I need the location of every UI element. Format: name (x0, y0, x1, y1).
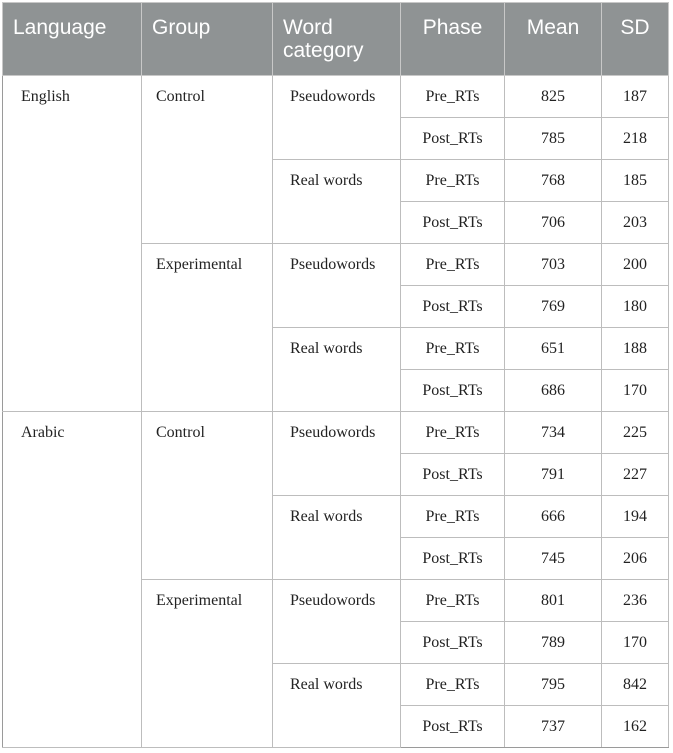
mean-cell: 769 (505, 286, 602, 328)
sd-cell: 225 (602, 412, 669, 454)
group-cell: Control (142, 76, 273, 244)
phase-cell: Post_RTs (401, 622, 505, 664)
mean-cell: 768 (505, 160, 602, 202)
sd-cell: 170 (602, 370, 669, 412)
header-mean: Mean (505, 3, 602, 76)
table-body (3, 76, 669, 748)
table-row (3, 76, 669, 118)
sd-cell: 180 (602, 286, 669, 328)
group-cell: Experimental (142, 580, 273, 748)
word-category-cell: Real words (273, 328, 401, 412)
language-cell: Arabic (3, 412, 142, 748)
sd-cell: 227 (602, 454, 669, 496)
sd-cell: 194 (602, 496, 669, 538)
sd-cell: 200 (602, 244, 669, 286)
phase-cell: Pre_RTs (401, 580, 505, 622)
mean-cell: 651 (505, 328, 602, 370)
mean-cell: 791 (505, 454, 602, 496)
table-row (3, 412, 669, 454)
phase-cell: Pre_RTs (401, 328, 505, 370)
mean-cell: 703 (505, 244, 602, 286)
mean-cell: 795 (505, 664, 602, 706)
word-category-cell: Pseudowords (273, 76, 401, 160)
phase-cell: Pre_RTs (401, 160, 505, 202)
header-word-category: Word category (273, 3, 401, 76)
sd-cell: 187 (602, 76, 669, 118)
phase-cell: Pre_RTs (401, 76, 505, 118)
word-category-cell: Real words (273, 496, 401, 580)
table-header (3, 3, 669, 76)
sd-cell: 842 (602, 664, 669, 706)
mean-cell: 686 (505, 370, 602, 412)
phase-cell: Post_RTs (401, 202, 505, 244)
word-category-cell: Real words (273, 664, 401, 748)
mean-cell: 785 (505, 118, 602, 160)
header-phase: Phase (401, 3, 505, 76)
phase-cell: Post_RTs (401, 538, 505, 580)
phase-cell: Pre_RTs (401, 664, 505, 706)
sd-cell: 236 (602, 580, 669, 622)
phase-cell: Pre_RTs (401, 244, 505, 286)
word-category-cell: Pseudowords (273, 244, 401, 328)
phase-cell: Post_RTs (401, 370, 505, 412)
phase-cell: Post_RTs (401, 454, 505, 496)
phase-cell: Pre_RTs (401, 412, 505, 454)
group-cell: Experimental (142, 244, 273, 412)
sd-cell: 170 (602, 622, 669, 664)
mean-cell: 734 (505, 412, 602, 454)
mean-cell: 801 (505, 580, 602, 622)
sd-cell: 203 (602, 202, 669, 244)
sd-cell: 218 (602, 118, 669, 160)
mean-cell: 789 (505, 622, 602, 664)
mean-cell: 666 (505, 496, 602, 538)
sd-cell: 188 (602, 328, 669, 370)
group-cell: Control (142, 412, 273, 580)
header-group: Group (142, 3, 273, 76)
word-category-cell: Pseudowords (273, 412, 401, 496)
phase-cell: Pre_RTs (401, 496, 505, 538)
word-category-cell: Pseudowords (273, 580, 401, 664)
sd-cell: 162 (602, 706, 669, 748)
phase-cell: Post_RTs (401, 118, 505, 160)
mean-cell: 737 (505, 706, 602, 748)
sd-cell: 185 (602, 160, 669, 202)
phase-cell: Post_RTs (401, 706, 505, 748)
header-language: Language (3, 3, 142, 76)
mean-cell: 825 (505, 76, 602, 118)
word-category-cell: Real words (273, 160, 401, 244)
sd-cell: 206 (602, 538, 669, 580)
header-sd: SD (602, 3, 669, 76)
rt-table (2, 2, 669, 748)
language-cell: English (3, 76, 142, 412)
header-row (3, 3, 669, 76)
phase-cell: Post_RTs (401, 286, 505, 328)
mean-cell: 706 (505, 202, 602, 244)
mean-cell: 745 (505, 538, 602, 580)
